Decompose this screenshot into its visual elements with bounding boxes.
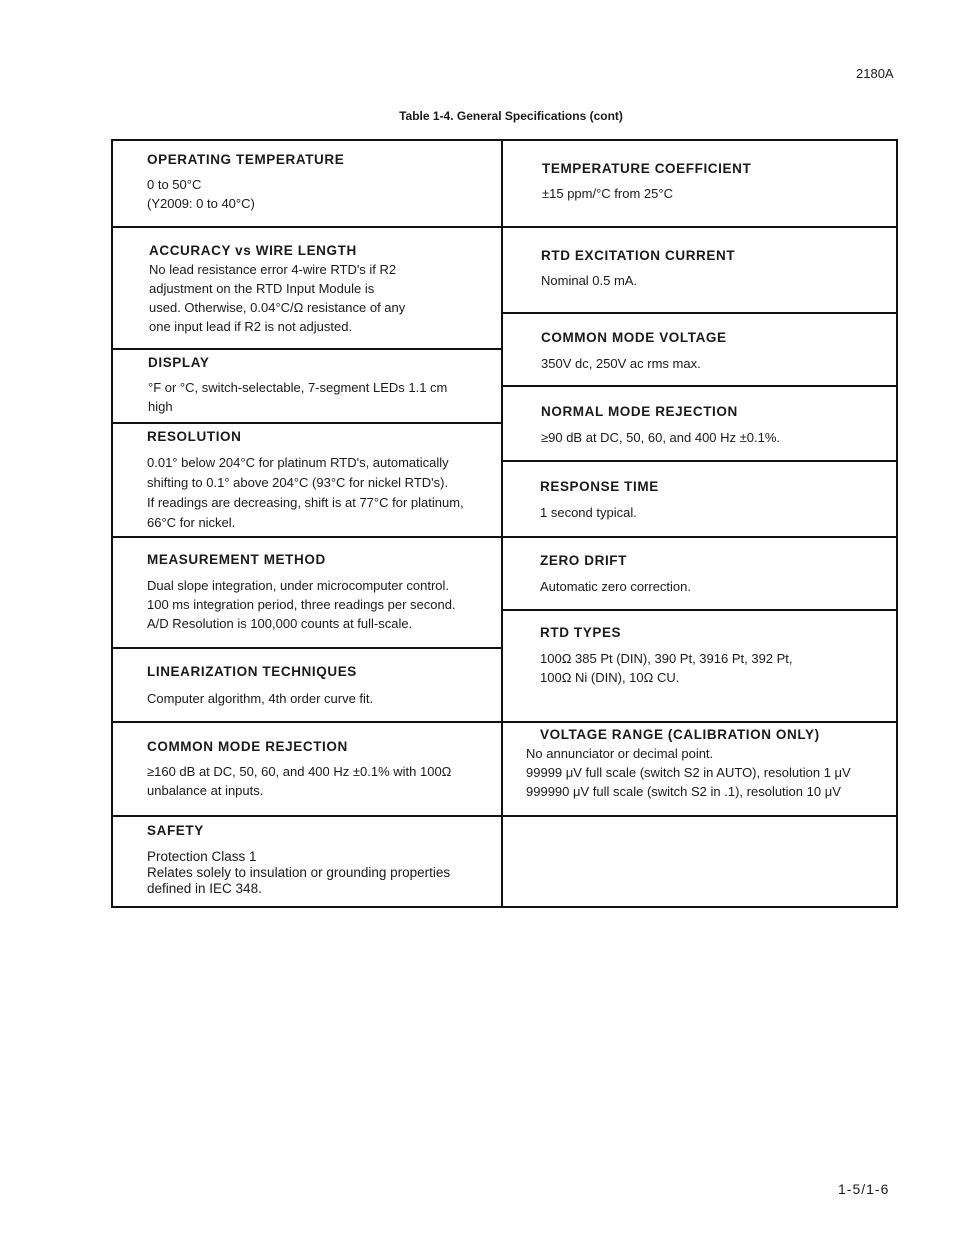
spec-cell-safety [147, 823, 450, 897]
spec-line: Nominal 0.5 mA. [541, 273, 638, 288]
spec-heading: TEMPERATURE COEFFICIENT [542, 161, 752, 176]
spec-line: ±15 ppm/°C from 25°C [542, 186, 673, 201]
spec-line: No annunciator or decimal point. [526, 746, 714, 761]
spec-line: 0.01° below 204°C for platinum RTD's, automatically [147, 455, 449, 470]
spec-heading: RESOLUTION [147, 429, 242, 444]
spec-line: 999990 μV full scale (switch S2 in .1), resolution 10 μV [526, 784, 841, 799]
spec-cell-linearization-techniques [147, 662, 373, 708]
spec-cell-accuracy-vs-wire-length [149, 241, 405, 336]
row-divider [501, 609, 898, 611]
row-divider [111, 647, 503, 649]
spec-line: 1 second typical. [540, 505, 637, 520]
spec-heading: RTD TYPES [540, 625, 622, 640]
spec-cell-temperature-coefficient [542, 159, 751, 203]
spec-cell-common-mode-voltage [541, 328, 727, 373]
doc-number: 2180A [856, 66, 894, 81]
spec-line: (Y2009: 0 to 40°C) [147, 196, 255, 211]
spec-line: Protection Class 1 [147, 849, 257, 864]
row-divider [501, 536, 898, 538]
row-divider [111, 815, 503, 817]
spec-heading: SAFETY [147, 823, 204, 838]
spec-line: ≥90 dB at DC, 50, 60, and 400 Hz ±0.1%. [541, 430, 781, 445]
spec-cell-response-time [540, 477, 659, 522]
spec-line: Computer algorithm, 4th order curve fit. [147, 691, 374, 706]
spec-heading: LINEARIZATION TECHNIQUES [147, 664, 357, 679]
spec-heading: NORMAL MODE REJECTION [541, 404, 738, 419]
spec-heading: ZERO DRIFT [540, 553, 627, 568]
row-divider [111, 422, 503, 424]
spec-line: ≥160 dB at DC, 50, 60, and 400 Hz ±0.1% with 100Ω [147, 764, 452, 779]
spec-cell-common-mode-rejection [147, 737, 451, 800]
spec-line: 100Ω Ni (DIN), 10Ω CU. [540, 670, 680, 685]
spec-line: unbalance at inputs. [147, 783, 264, 798]
row-divider [501, 460, 898, 462]
spec-heading: RTD EXCITATION CURRENT [541, 248, 736, 263]
spec-cell-rtd-excitation-current [541, 246, 735, 290]
spec-heading: MEASUREMENT METHOD [147, 552, 326, 567]
spec-heading: COMMON MODE REJECTION [147, 739, 348, 754]
spec-line: 350V dc, 250V ac rms max. [541, 356, 701, 371]
spec-line: high [148, 399, 173, 414]
spec-line: one input lead if R2 is not adjusted. [149, 319, 353, 334]
spec-heading: RESPONSE TIME [540, 479, 659, 494]
spec-line: defined in IEC 348. [147, 881, 262, 896]
row-divider [501, 312, 898, 314]
spec-line: 0 to 50°C [147, 177, 202, 192]
spec-line: A/D Resolution is 100,000 counts at full-scale. [147, 616, 413, 631]
spec-line: Relates solely to insulation or grounding properties [147, 865, 451, 880]
row-divider [111, 536, 503, 538]
spec-heading: DISPLAY [148, 355, 210, 370]
spec-heading: VOLTAGE RANGE (CALIBRATION ONLY) [540, 727, 820, 742]
spec-heading: OPERATING TEMPERATURE [147, 152, 345, 167]
spec-line: 100 ms integration period, three readings per second. [147, 597, 456, 612]
spec-cell-rtd-types [540, 623, 793, 687]
spec-heading: COMMON MODE VOLTAGE [541, 330, 727, 345]
page-number: 1-5/1-6 [838, 1181, 890, 1197]
spec-line: shifting to 0.1° above 204°C (93°C for nickel RTD's). [147, 475, 449, 490]
row-divider [111, 721, 503, 723]
spec-line: 100Ω 385 Pt (DIN), 390 Pt, 3916 Pt, 392 Pt, [540, 651, 793, 666]
spec-cell-normal-mode-rejection [541, 402, 780, 447]
column-divider [501, 139, 503, 908]
spec-line: adjustment on the RTD Input Module is [149, 281, 375, 296]
spec-line: Dual slope integration, under microcomputer control. [147, 578, 450, 593]
spec-line: used. Otherwise, 0.04°C/Ω resistance of any [149, 300, 406, 315]
row-divider [501, 815, 898, 817]
row-divider [111, 348, 503, 350]
table-caption: Table 1-4. General Specifications (cont) [399, 109, 623, 123]
spec-cell-display [148, 353, 447, 416]
spec-line: If readings are decreasing, shift is at 77°C for platinum, [147, 495, 464, 510]
spec-cell-zero-drift [540, 551, 691, 596]
row-divider [501, 385, 898, 387]
spec-line: 99999 μV full scale (switch S2 in AUTO), resolution 1 μV [526, 765, 851, 780]
spec-line: No lead resistance error 4-wire RTD's if R2 [149, 262, 397, 277]
spec-cell-resolution [147, 427, 464, 533]
row-divider [501, 226, 898, 228]
spec-cell-measurement-method [147, 550, 456, 633]
spec-heading: ACCURACY vs WIRE LENGTH [149, 243, 357, 258]
spec-line: 66°C for nickel. [147, 515, 236, 530]
spec-line: °F or °C, switch-selectable, 7-segment LEDs 1.1 cm [148, 380, 448, 395]
row-divider [501, 721, 898, 723]
spec-cell-voltage-range [526, 725, 851, 801]
row-divider [111, 226, 503, 228]
spec-line: Automatic zero correction. [540, 579, 692, 594]
spec-cell-operating-temperature [147, 150, 344, 213]
